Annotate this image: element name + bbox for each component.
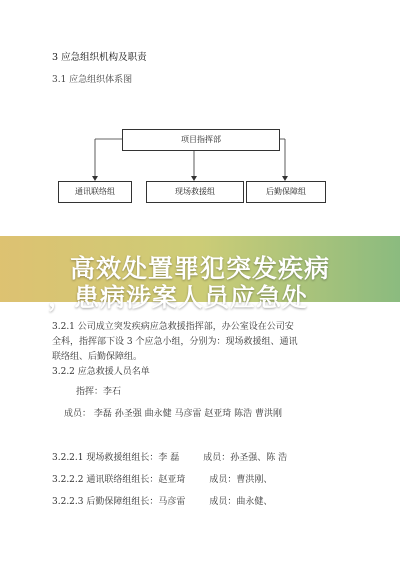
group-label: 3.2.2.2 通讯联络组组长： (52, 475, 159, 485)
body-line: 3.2.1 公司成立突发疾病应急救援指挥部，办公室设在公司安 (52, 322, 294, 332)
org-box-logistics: 后勤保障组 (246, 181, 326, 203)
subsection-heading: 3.1 应急组织体系图 (52, 75, 133, 85)
body-line: 全科，指挥部下设 3 个应急小组，分别为：现场救援组、通讯 (52, 337, 298, 347)
commander-label: 指挥： (76, 387, 104, 397)
rescue-group-line (52, 452, 287, 464)
section-heading: 3 应急组织机构及职责 (52, 52, 147, 63)
logistics-group-line (52, 496, 272, 508)
org-box-command: 项目指挥部 (122, 129, 280, 151)
group-leader: 李 磊 (158, 453, 180, 463)
group-members: 成员：曹洪刚、 (209, 475, 273, 485)
commander-line (52, 386, 121, 398)
group-label: 3.2.2.1 现场救援组组长： (52, 453, 159, 463)
group-members: 成员：曲永健、 (209, 497, 273, 507)
org-box-communication: 通讯联络组 (58, 181, 132, 203)
group-label: 3.2.2.3 后勤保障组组长： (52, 497, 159, 507)
commander-name: 李石 (103, 387, 122, 397)
group-members: 成员：孙圣强、陈 浩 (203, 453, 288, 463)
banner-title-line-2: ，患病涉案人员应急处 (48, 283, 309, 312)
body-line: 3.2.2 应急救援人员名单 (52, 367, 150, 377)
group-leader: 赵亚琦 (158, 475, 186, 485)
body-line: 联络组、后勤保障组。 (52, 352, 143, 362)
org-box-rescue: 现场救援组 (146, 181, 244, 203)
communication-group-line (52, 474, 272, 486)
group-leader: 马彦雷 (158, 497, 186, 507)
members-line: 成员： 李磊 孙圣强 曲永健 马彦雷 赵亚琦 陈浩 曹洪刚 (64, 409, 283, 419)
banner-title-line-1: 高效处置罪犯突发疾病 (69, 254, 330, 283)
org-chart (0, 0, 400, 240)
